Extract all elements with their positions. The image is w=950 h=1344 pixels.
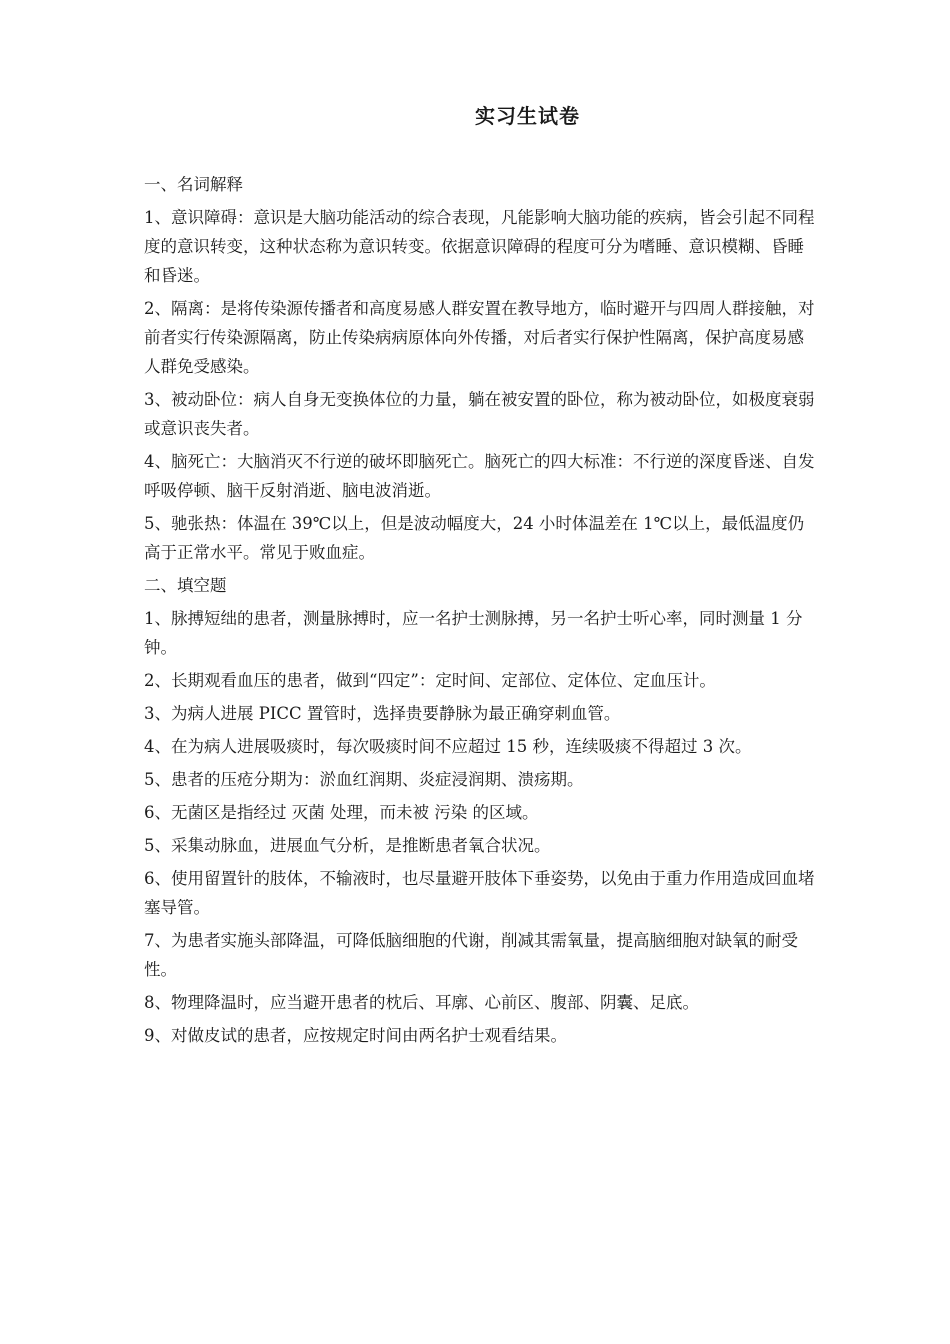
fill-in-item: 9、对做皮试的患者，应按规定时间由两名护士观看结果。 xyxy=(144,1026,567,1045)
section-heading-fill-in: 二、填空题 xyxy=(144,576,227,595)
fill-in-item: 8、物理降温时，应当避开患者的枕后、耳廓、心前区、腹部、阴囊、足底。 xyxy=(144,993,699,1012)
fill-in-item: 5、采集动脉血，进展血气分析，是推断患者氧合状况。 xyxy=(144,836,551,855)
fill-in-item: 7、为患者实施头部降温，可降低脑细胞的代谢，削减其需氧量，提高脑细胞对缺氧的耐受性。 xyxy=(144,931,798,979)
definition-item: 5、驰张热：体温在 39℃以上，但是波动幅度大，24 小时体温差在 1℃以上，最低温度仍高于正常水平。常见于败血症。 xyxy=(144,514,805,562)
fill-in-item: 1、脉搏短绌的患者，测量脉搏时，应一名护士测脉搏，另一名护士听心率，同时测量 1 分钟。 xyxy=(144,609,803,657)
page-title: 实习生试卷 xyxy=(475,104,580,128)
fill-in-item: 3、为病人进展 PICC 置管时，选择贵要静脉为最正确穿刺血管。 xyxy=(144,704,621,723)
fill-in-item: 6、无菌区是指经过 灭菌 处理，而未被 污染 的区域。 xyxy=(144,803,539,822)
fill-in-item: 4、在为病人进展吸痰时，每次吸痰时间不应超过 15 秒，连续吸痰不得超过 3 次。 xyxy=(144,737,752,756)
document-body xyxy=(144,170,816,1054)
definition-item: 1、意识障碍：意识是大脑功能活动的综合表现，凡能影响大脑功能的疾病，皆会引起不同程度的意识转变，这种状态称为意识转变。依据意识障碍的程度可分为嗜睡、意识模糊、昏睡和昏迷。 xyxy=(144,208,815,285)
fill-in-item: 6、使用留置针的肢体，不输液时，也尽量避开肢体下垂姿势，以免由于重力作用造成回血堵塞导管。 xyxy=(144,869,815,917)
definition-item: 4、脑死亡：大脑消灭不行逆的破坏即脑死亡。脑死亡的四大标准：不行逆的深度昏迷、自发呼吸停顿、脑干反射消逝、脑电波消逝。 xyxy=(144,452,815,500)
section-heading-definitions: 一、名词解释 xyxy=(144,175,243,194)
fill-in-item: 5、患者的压疮分期为：淤血红润期、炎症浸润期、溃疡期。 xyxy=(144,770,584,789)
definition-item: 3、被动卧位：病人自身无变换体位的力量，躺在被安置的卧位，称为被动卧位，如极度衰弱或意识丧失者。 xyxy=(144,390,815,438)
definition-item: 2、隔离：是将传染源传播者和高度易感人群安置在教导地方，临时避开与四周人群接触，对前者实行传染源隔离，防止传染病病原体向外传播，对后者实行保护性隔离，保护高度易感人群免受感染。 xyxy=(144,299,815,376)
fill-in-item: 2、长期观看血压的患者，做到“四定”：定时间、定部位、定体位、定血压计。 xyxy=(144,671,716,690)
